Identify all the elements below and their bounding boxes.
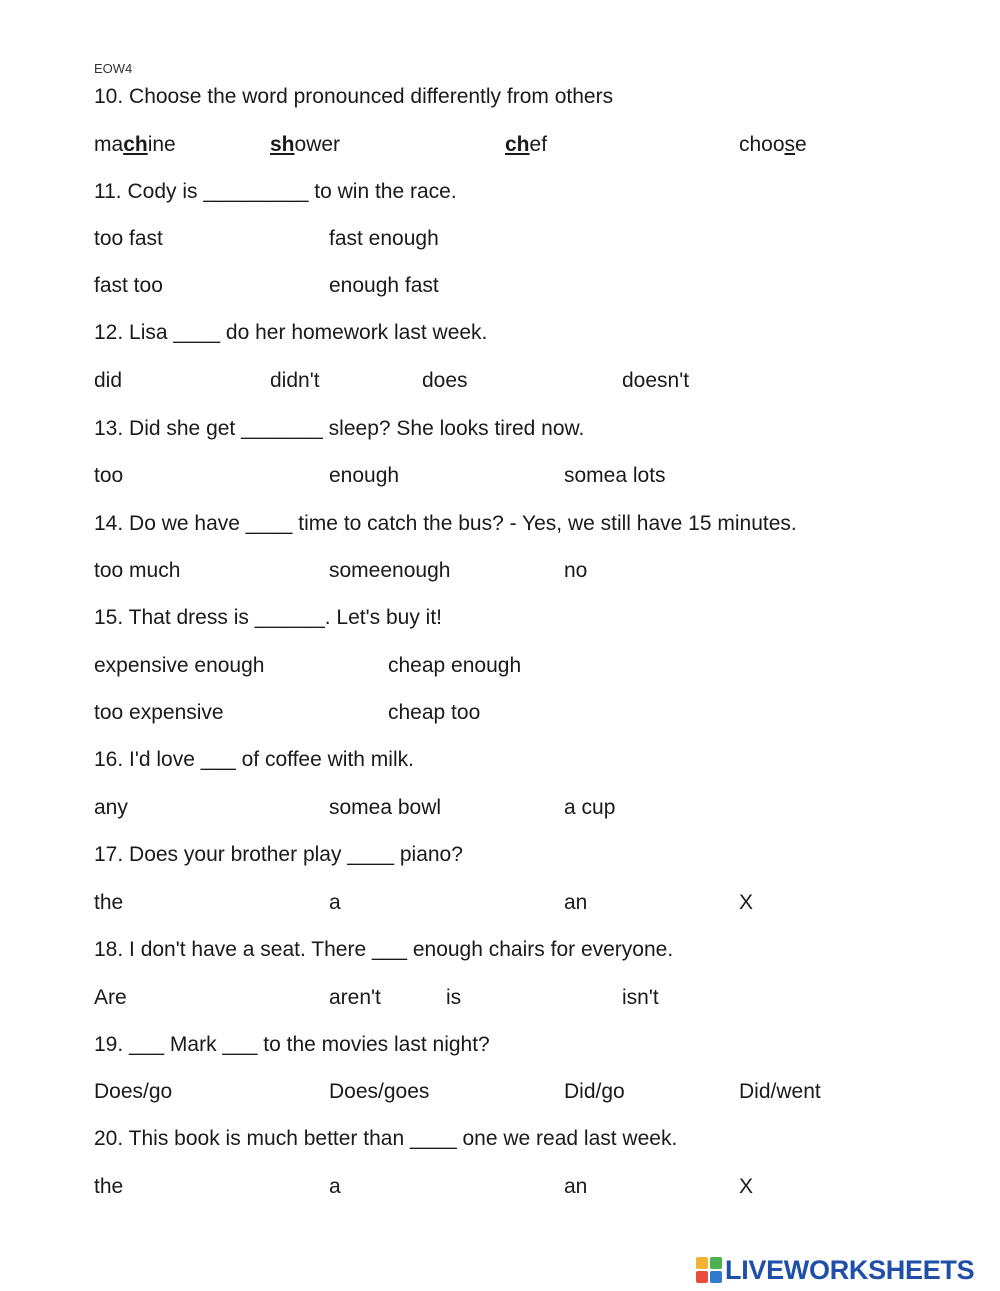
q11-option-4[interactable]: enough fast <box>329 274 439 297</box>
logo-square <box>696 1271 708 1283</box>
logo-square <box>710 1257 722 1269</box>
question-11: 11. Cody is _________ to win the race. <box>94 180 457 203</box>
q17-option-2[interactable]: a <box>329 891 341 914</box>
logo-text: LIVEWORKSHEETS <box>725 1254 975 1285</box>
q15-option-4[interactable]: cheap too <box>388 701 481 724</box>
worksheet-code: EOW4 <box>94 61 133 76</box>
q10-option-machine[interactable]: machine <box>94 133 176 156</box>
q12-option-2[interactable]: didn't <box>270 369 320 392</box>
q11-option-2[interactable]: fast enough <box>329 227 439 250</box>
q11-option-1[interactable]: too fast <box>94 227 163 250</box>
q12-option-1[interactable]: did <box>94 369 123 392</box>
q12-option-3[interactable]: does <box>422 369 468 392</box>
q19-option-4[interactable]: Did/went <box>739 1080 821 1103</box>
q11-option-3[interactable]: fast too <box>94 274 163 297</box>
q16-option-1[interactable]: any <box>94 796 128 819</box>
question-15: 15. That dress is ______. Let's buy it! <box>94 606 442 629</box>
q10-option-shower[interactable]: shower <box>270 133 341 156</box>
q14-option-1[interactable]: too much <box>94 559 181 582</box>
q20-option-3[interactable]: an <box>564 1175 588 1198</box>
question-10: 10. Choose the word pronounced differently from others <box>94 85 614 108</box>
q13-option-1[interactable]: too <box>94 464 124 487</box>
logo-square <box>696 1257 708 1269</box>
question-19: 19. ___ Mark ___ to the movies last night? <box>94 1033 490 1056</box>
liveworksheets-logo <box>696 1252 974 1288</box>
question-12: 12. Lisa ____ do her homework last week. <box>94 321 488 344</box>
q15-option-2[interactable]: cheap enough <box>388 654 522 677</box>
question-14: 14. Do we have ____ time to catch the bus? - Yes, we still have 15 minutes. <box>94 512 797 535</box>
q16-option-3[interactable]: a cup <box>564 796 616 819</box>
logo-square <box>710 1271 722 1283</box>
question-16: 16. I'd love ___ of coffee with milk. <box>94 748 414 771</box>
question-17: 17. Does your brother play ____ piano? <box>94 843 463 866</box>
q18-option-1[interactable]: Are <box>94 986 127 1009</box>
question-20: 20. This book is much better than ____ one we read last week. <box>94 1127 678 1150</box>
q15-option-3[interactable]: too expensive <box>94 701 224 724</box>
q17-option-1[interactable]: the <box>94 891 124 914</box>
q10-sound-mark: ch <box>123 133 148 156</box>
question-13: 13. Did she get _______ sleep? She looks tired now. <box>94 417 585 440</box>
logo-squares-icon <box>696 1257 722 1283</box>
q16-option-2[interactable]: somea bowl <box>329 796 442 819</box>
q19-option-3[interactable]: Did/go <box>564 1080 625 1103</box>
q12-option-4[interactable]: doesn't <box>622 369 690 392</box>
q13-option-2[interactable]: enough <box>329 464 400 487</box>
q10-option-chef[interactable]: chef <box>505 133 548 156</box>
q20-option-2[interactable]: a <box>329 1175 341 1198</box>
q18-option-4[interactable]: isn't <box>622 986 659 1009</box>
q18-option-2[interactable]: aren't <box>329 986 381 1009</box>
q14-option-2[interactable]: someenough <box>329 559 451 582</box>
q17-option-3[interactable]: an <box>564 891 588 914</box>
question-18: 18. I don't have a seat. There ___ enough chairs for everyone. <box>94 938 674 961</box>
q14-option-3[interactable]: no <box>564 559 588 582</box>
q19-option-1[interactable]: Does/go <box>94 1080 173 1103</box>
q17-option-4[interactable]: X <box>739 891 754 914</box>
q13-option-3[interactable]: somea lots <box>564 464 666 487</box>
q10-sound-mark: sh <box>270 133 295 156</box>
q20-option-4[interactable]: X <box>739 1175 754 1198</box>
q10-sound-mark: s <box>784 133 796 156</box>
q15-option-1[interactable]: expensive enough <box>94 654 265 677</box>
q10-sound-mark: ch <box>505 133 530 156</box>
q20-option-1[interactable]: the <box>94 1175 124 1198</box>
q10-option-choose[interactable]: choose <box>739 133 807 156</box>
q18-option-3[interactable]: is <box>446 986 462 1009</box>
q19-option-2[interactable]: Does/goes <box>329 1080 430 1103</box>
